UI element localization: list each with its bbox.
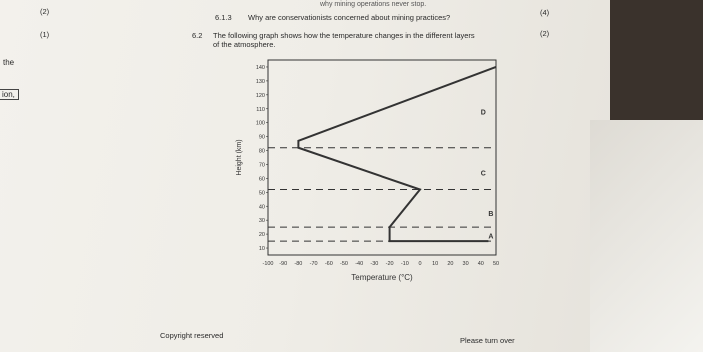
x-tick-label: 30 bbox=[462, 261, 469, 267]
left-margin-fragment: the bbox=[3, 58, 15, 67]
mark-right-2: (2) bbox=[540, 29, 550, 38]
x-tick-label: -20 bbox=[385, 261, 394, 267]
layer-label-c: C bbox=[480, 170, 486, 178]
layer-label-d: D bbox=[480, 109, 486, 117]
footer-page-turn: Please turn over bbox=[460, 336, 515, 345]
y-tick-label: 100 bbox=[255, 120, 265, 127]
question-6-1-3-number: 6.1.3 bbox=[215, 13, 232, 22]
x-tick-label: -80 bbox=[294, 261, 303, 267]
x-tick-label: 0 bbox=[418, 261, 422, 267]
x-tick-label: 10 bbox=[432, 261, 439, 267]
mark-left-2: (1) bbox=[40, 30, 50, 39]
mark-top-right: (4) bbox=[540, 8, 550, 17]
y-tick-label: 10 bbox=[258, 246, 265, 253]
x-axis-ticks bbox=[262, 261, 499, 267]
question-6-2-line-1: The following graph shows how the temperature changes in the different layers bbox=[213, 31, 475, 40]
y-tick-label: 40 bbox=[258, 204, 265, 211]
x-tick-label: -70 bbox=[309, 261, 318, 267]
footer-copyright: Copyright reserved bbox=[160, 331, 224, 340]
question-6-2-number: 6.2 bbox=[192, 31, 203, 40]
x-axis-label: Temperature (°C) bbox=[351, 273, 413, 282]
question-6-2-line-2: of the atmosphere. bbox=[213, 40, 276, 49]
x-tick-label: 40 bbox=[477, 261, 484, 267]
left-margin-box-fragment: ion, bbox=[0, 89, 19, 100]
x-tick-label: -100 bbox=[262, 261, 274, 267]
layer-label-b: B bbox=[488, 211, 494, 218]
layer-boundaries bbox=[268, 148, 496, 241]
y-tick-label: 30 bbox=[258, 218, 265, 225]
y-tick-label: 90 bbox=[258, 134, 265, 141]
y-tick-label: 70 bbox=[258, 162, 265, 169]
x-tick-label: -90 bbox=[279, 261, 288, 267]
x-tick-label: -50 bbox=[340, 261, 348, 267]
mark-top-left: (2) bbox=[40, 7, 50, 16]
x-tick-label: -30 bbox=[370, 261, 379, 267]
y-tick-label: 60 bbox=[258, 176, 265, 183]
y-axis-ticks bbox=[256, 65, 268, 252]
y-tick-label: 80 bbox=[258, 148, 265, 155]
header-fragment: why mining operations never stop. bbox=[320, 1, 427, 8]
y-tick-label: 130 bbox=[255, 78, 265, 85]
y-tick-label: 110 bbox=[256, 106, 265, 113]
next-sheet-edge bbox=[590, 120, 703, 352]
y-tick-label: 140 bbox=[255, 64, 265, 71]
y-tick-label: 20 bbox=[258, 232, 265, 239]
layer-labels bbox=[481, 109, 494, 240]
x-tick-label: -60 bbox=[324, 261, 333, 267]
question-6-1-3-text: Why are conservationists concerned about mining practices? bbox=[248, 13, 451, 22]
x-tick-label: 50 bbox=[492, 261, 500, 267]
temperature-height-graph bbox=[228, 50, 520, 295]
layer-label-a: A bbox=[488, 233, 494, 241]
x-tick-label: 20 bbox=[447, 261, 454, 267]
plot-frame bbox=[268, 60, 496, 255]
y-tick-label: 120 bbox=[255, 92, 265, 99]
x-tick-label: -10 bbox=[400, 261, 409, 267]
y-tick-label: 50 bbox=[258, 190, 265, 197]
x-tick-label: -40 bbox=[355, 261, 364, 267]
temperature-line bbox=[298, 67, 496, 241]
y-axis-label: Height (km) bbox=[236, 139, 243, 176]
